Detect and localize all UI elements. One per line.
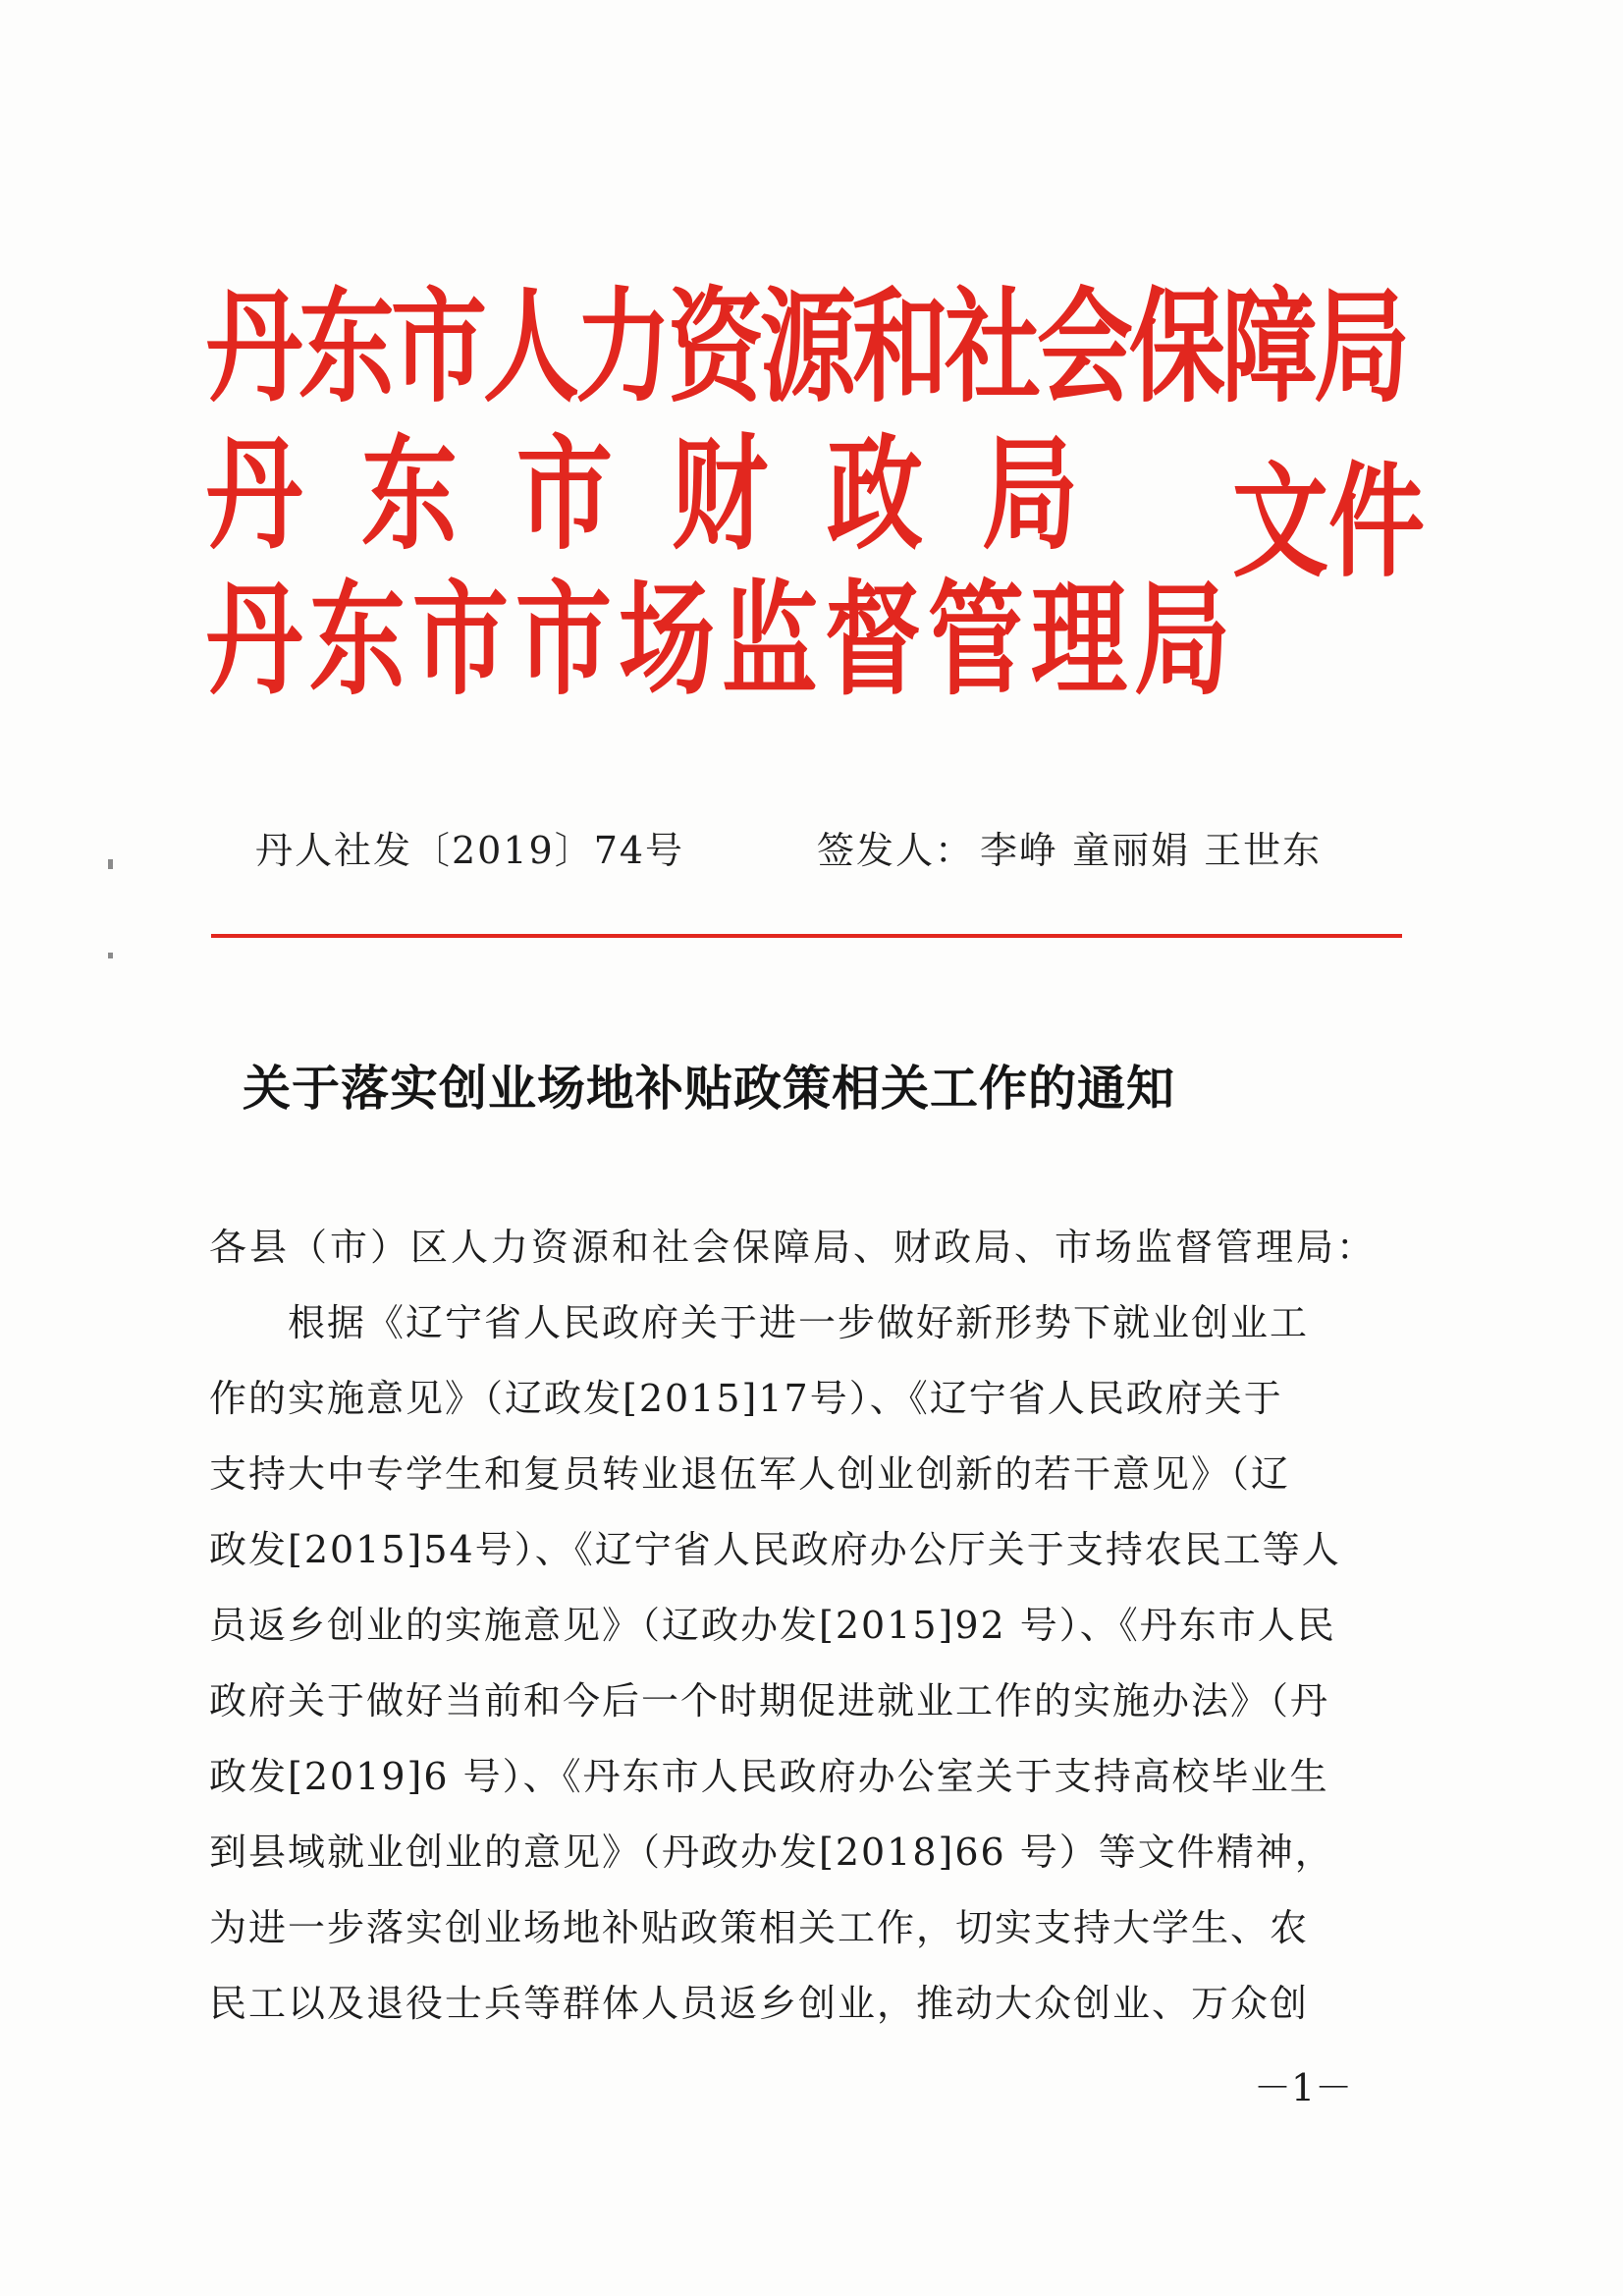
body-line: 政发[2019]6 号）、《丹东市人民政府办公室关于支持高校毕业生	[209, 1755, 1329, 1798]
body-line: 作的实施意见》（辽政发[2015]17号）、《辽宁省人民政府关于	[209, 1377, 1283, 1420]
issuing-authorities-header	[206, 265, 1434, 727]
body-line: 到县域就业创业的意见》（丹政办发[2018]66 号）等文件精神，	[209, 1831, 1334, 1874]
issuing-authority-market-regulation: 丹东市市场监督管理局	[206, 569, 1238, 713]
issuing-authority-finance: 丹东市财政局	[206, 423, 1138, 568]
body-line: 政府关于做好当前和今后一个时期促进就业工作的实施办法》（丹	[209, 1679, 1330, 1722]
red-divider-line	[211, 934, 1402, 938]
body-line: 根据《辽宁省人民政府关于进一步做好新形势下就业创业工	[209, 1301, 1310, 1344]
binding-mark	[108, 953, 113, 958]
signer-block	[817, 820, 1322, 874]
body-line: 民工以及退役士兵等群体人员返乡创业，推动大众创业、万众创	[209, 1982, 1310, 2025]
signer-label: 签发人：	[817, 829, 975, 872]
body-line: 政发[2015]54号）、《辽宁省人民政府办公厅关于支持农民工等人	[209, 1528, 1341, 1571]
document-label: 文件	[1232, 451, 1426, 595]
body-line: 支持大中专学生和复员转业退伍军人创业创新的若干意见》（辽	[209, 1452, 1291, 1496]
document-body	[209, 1210, 1417, 2042]
signer-names: 李峥 童丽娟 王世东	[980, 829, 1323, 872]
document-title: 关于落实创业场地补贴政策相关工作的通知	[243, 1061, 1176, 1117]
addressee: 各县（市）区人力资源和社会保障局、财政局、市场监督管理局：	[209, 1226, 1378, 1269]
document-number-row	[0, 820, 1623, 879]
document-number: 丹人社发〔2019〕74号	[255, 829, 685, 872]
body-line: 员返乡创业的实施意见》（辽政办发[2015]92 号）、《丹东市人民	[209, 1604, 1336, 1647]
page-number: －1－	[1254, 2066, 1353, 2109]
issuing-authority-hrss: 丹东市人力资源和社会保障局	[206, 276, 1407, 420]
body-line: 为进一步落实创业场地补贴政策相关工作，切实支持大学生、农	[209, 1906, 1310, 1949]
